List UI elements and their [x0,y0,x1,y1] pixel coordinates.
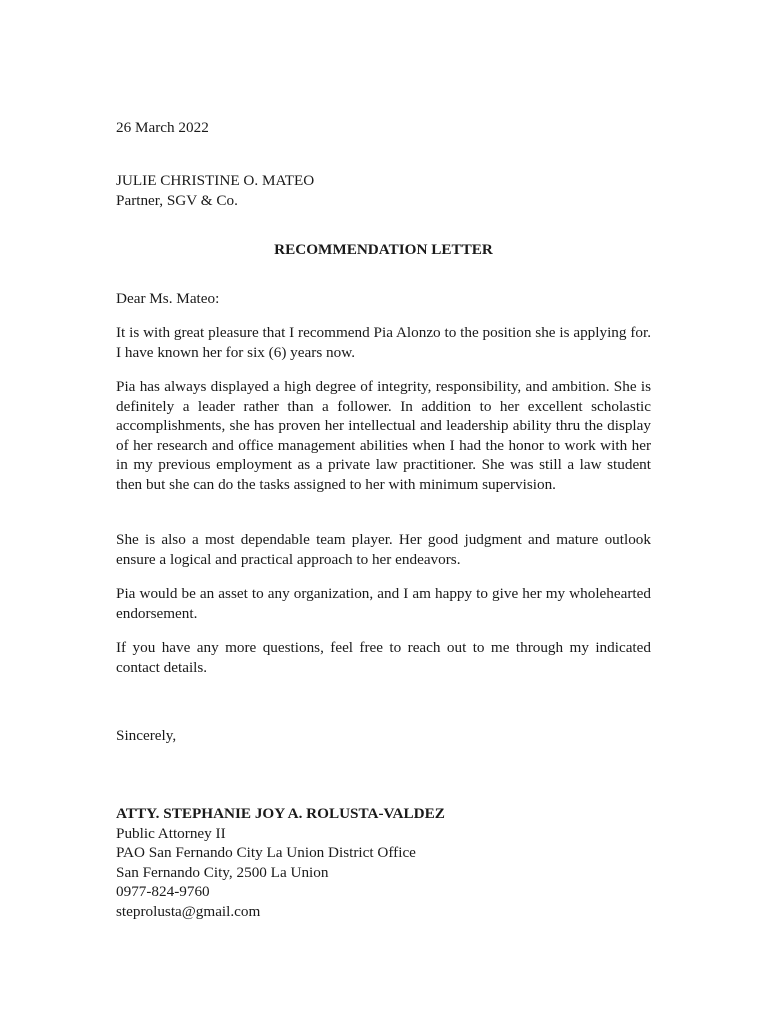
closing: Sincerely, [116,727,177,744]
recipient-block [116,171,651,210]
signatory-phone: 0977-824-9760 [116,883,210,901]
recipient-name: JULIE CHRISTINE O. MATEO [116,172,315,189]
body-paragraph-2: Pia has always displayed a high degree of integrity, responsibility, and ambition. She is definitely a leader rather than a follower. In addition to her excellent scholastic accomplishments, she has proven her intellectual and leadership ability thru the display of her research and office management abilities when I had the honor to work with her in my previous employment as a private law practitioner. She was still a law student then but she can do the tasks assigned to her with minimum supervision. [116,378,651,493]
body-paragraph-3: She is also a most dependable team player. Her good judgment and mature outlook ensure a logical and practical approach to her endeavors. [116,531,651,568]
letter-date: 26 March 2022 [116,119,209,136]
signatory-office: PAO San Fernando City La Union District Office [116,844,416,862]
body-paragraph-4: Pia would be an asset to any organization, and I am happy to give her my wholehearted endorsement. [116,585,651,622]
signatory-name: ATTY. STEPHANIE JOY A. ROLUSTA-VALDEZ [116,805,445,822]
body-paragraph-1: It is with great pleasure that I recommend Pia Alonzo to the position she is applying for. I have known her for six (6) years now. [116,324,651,361]
letter-subject: RECOMMENDATION LETTER [274,241,493,258]
signatory-email: steprolusta@gmail.com [116,902,261,920]
recipient-title: Partner, SGV & Co. [116,191,238,209]
body-paragraph-5: If you have any more questions, feel free to reach out to me through my indicated contact details. [116,639,651,676]
signature-block [116,804,651,922]
signatory-address: San Fernando City, 2500 La Union [116,863,329,881]
salutation: Dear Ms. Mateo: [116,290,220,307]
signatory-position: Public Attorney II [116,824,226,842]
